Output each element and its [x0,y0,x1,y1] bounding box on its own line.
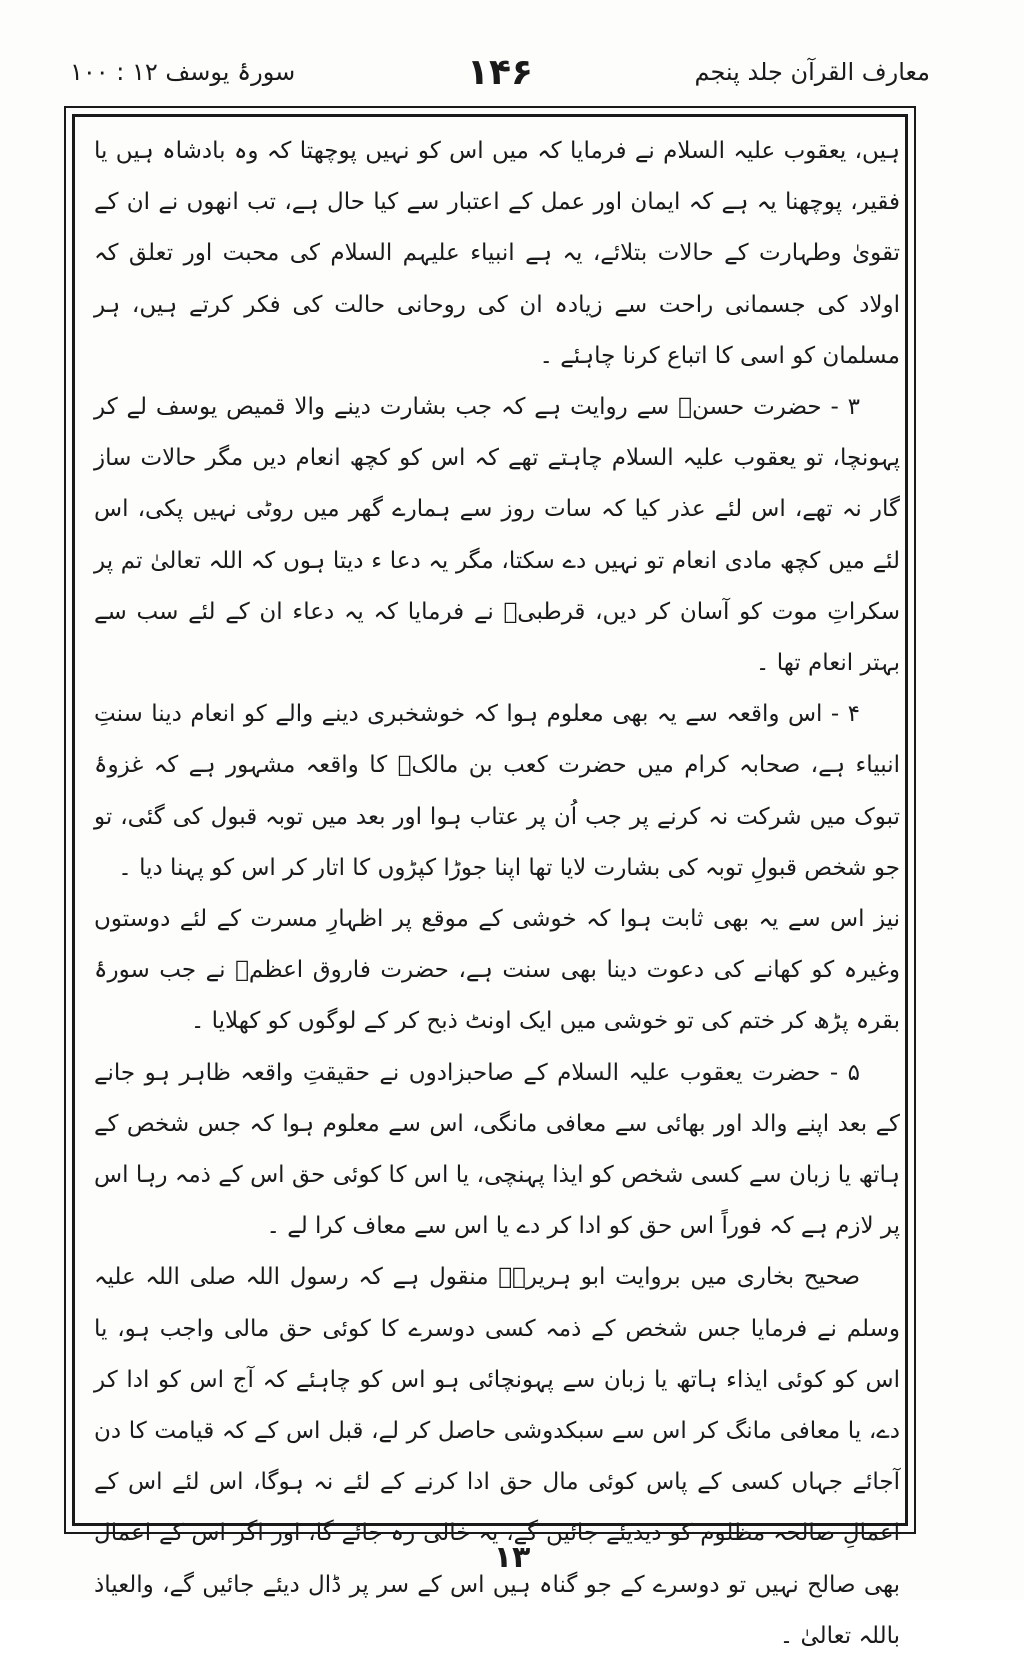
paragraph-3: ۴ - اس واقعہ سے یہ بھی معلوم ہوا کہ خوشخبری دینے والے کو انعام دینا سنتِ انبیاء ہے، صحابہ کرام میں حضرت کعب بن مالکؓ کا واقعہ مشہور ہے کہ غزوۂ تبوک میں شرکت نہ کرنے پر جب اُن پر عتاب ہوا اور بعد میں توبہ قبول کی گئی، تو جو شخص قبولِ توبہ کی بشارت لایا تھا اپنا جوڑا کپڑوں کا اتار کر اس کو پہنا دیا ۔ [94,701,900,881]
page-number: ۱۴۶ [467,52,533,93]
page-header [70,52,930,102]
paragraph-2: ۳ - حضرت حسنؒ سے روایت ہے کہ جب بشارت دینے والا قمیص یوسف لے کر پہونچا، تو یعقوب علیہ السلام چاہتے تھے کہ اس کو کچھ انعام دیں مگر حالات ساز گار نہ تھے، اس لئے عذر کیا کہ سات روز سے ہمارے گھر میں روٹی نہیں پکی، اس لئے میں کچھ مادی انعام تو نہیں دے سکتا، مگر یہ دعا ء دیتا ہوں کہ اللہ تعالیٰ تم پر سکراتِ موت کو آسان کر دیں، قرطبیؒ نے فرمایا کہ یہ دعاء ان کے لئے سب سے بہتر انعام تھا ۔ [94,394,900,677]
paragraph-6: صحیح بخاری میں بروایت ابو ہریرہؓ منقول ہے کہ رسول اللہ صلی اللہ علیہ وسلم نے فرمایا جس شخص کے ذمہ کسی دوسرے کا کوئی حق مالی واجب ہو، یا اس کو کوئی ایذاء ہاتھ یا زبان سے پہونچائی ہو اس کو چاہئے کہ آج اس کو ادا کر دے، یا معافی مانگ کر اس سے سبکدوشی حاصل کر لے، قبل اس کے کہ قیامت کا دن آجائے جہاں کسی کے پاس کوئی مال حق ادا کرنے کے لئے نہ ہوگا، اس لئے اس کے اعمالِ صالحہ مظلوم کو دیدیئے جائیں گے، یہ خالی رہ جائے گا، اور اگر اس کے اعمال بھی صالح نہیں تو دوسرے کے جو گناہ ہیں اس کے سر پر ڈال دیئے جائیں گے، والعیاذ باللہ تعالیٰ ۔ [94,1264,900,1649]
paragraph-1: ہیں، یعقوب علیہ السلام نے فرمایا کہ میں اس کو نہیں پوچھتا کہ وہ بادشاہ ہیں یا فقیر، پوچھنا یہ ہے کہ ایمان اور عمل کے اعتبار سے کیا حال ہے، تب انھوں نے ان کے تقویٰ وطہارت کے حالات بتلائے، یہ ہے انبیاء علیہم السلام کی محبت اور تعلق کہ اولاد کی جسمانی راحت سے زیادہ ان کی روحانی حالت کی فکر کرتے ہیں، ہر مسلمان کو اسی کا اتباع کرنا چاہئے ۔ [94,138,900,369]
surah-reference: سورۂ یوسف ۱۲ : ۱۰۰ [70,58,296,86]
signature-mark: ۱۳ [493,1540,531,1575]
paragraph-5: ۵ - حضرت یعقوب علیہ السلام کے صاحبزادوں نے حقیقتِ واقعہ ظاہر ہو جانے کے بعد اپنے والد اور بھائی سے معافی مانگی، اس سے معلوم ہوا کہ جس شخص کے ہاتھ یا زبان سے کسی شخص کو ایذا پہنچی، یا اس کا کوئی حق اس کے ذمہ رہا اس پر لازم ہے کہ فوراً اس حق کو ادا کر دے یا اس سے معاف کرا لے ۔ [94,1059,900,1240]
paragraph-4: نیز اس سے یہ بھی ثابت ہوا کہ خوشی کے موقع پر اظہارِ مسرت کے لئے دوستوں وغیرہ کو کھانے کی دعوت دینا بھی سنت ہے، حضرت فاروق اعظمؓ نے جب سورۂ بقرہ پڑھ کر ختم کی تو خوشی میں ایک اونٹ ذبح کر کے لوگوں کو کھلایا ۔ [94,906,900,1035]
book-title: معارف القرآن جلد پنجم [694,58,930,86]
